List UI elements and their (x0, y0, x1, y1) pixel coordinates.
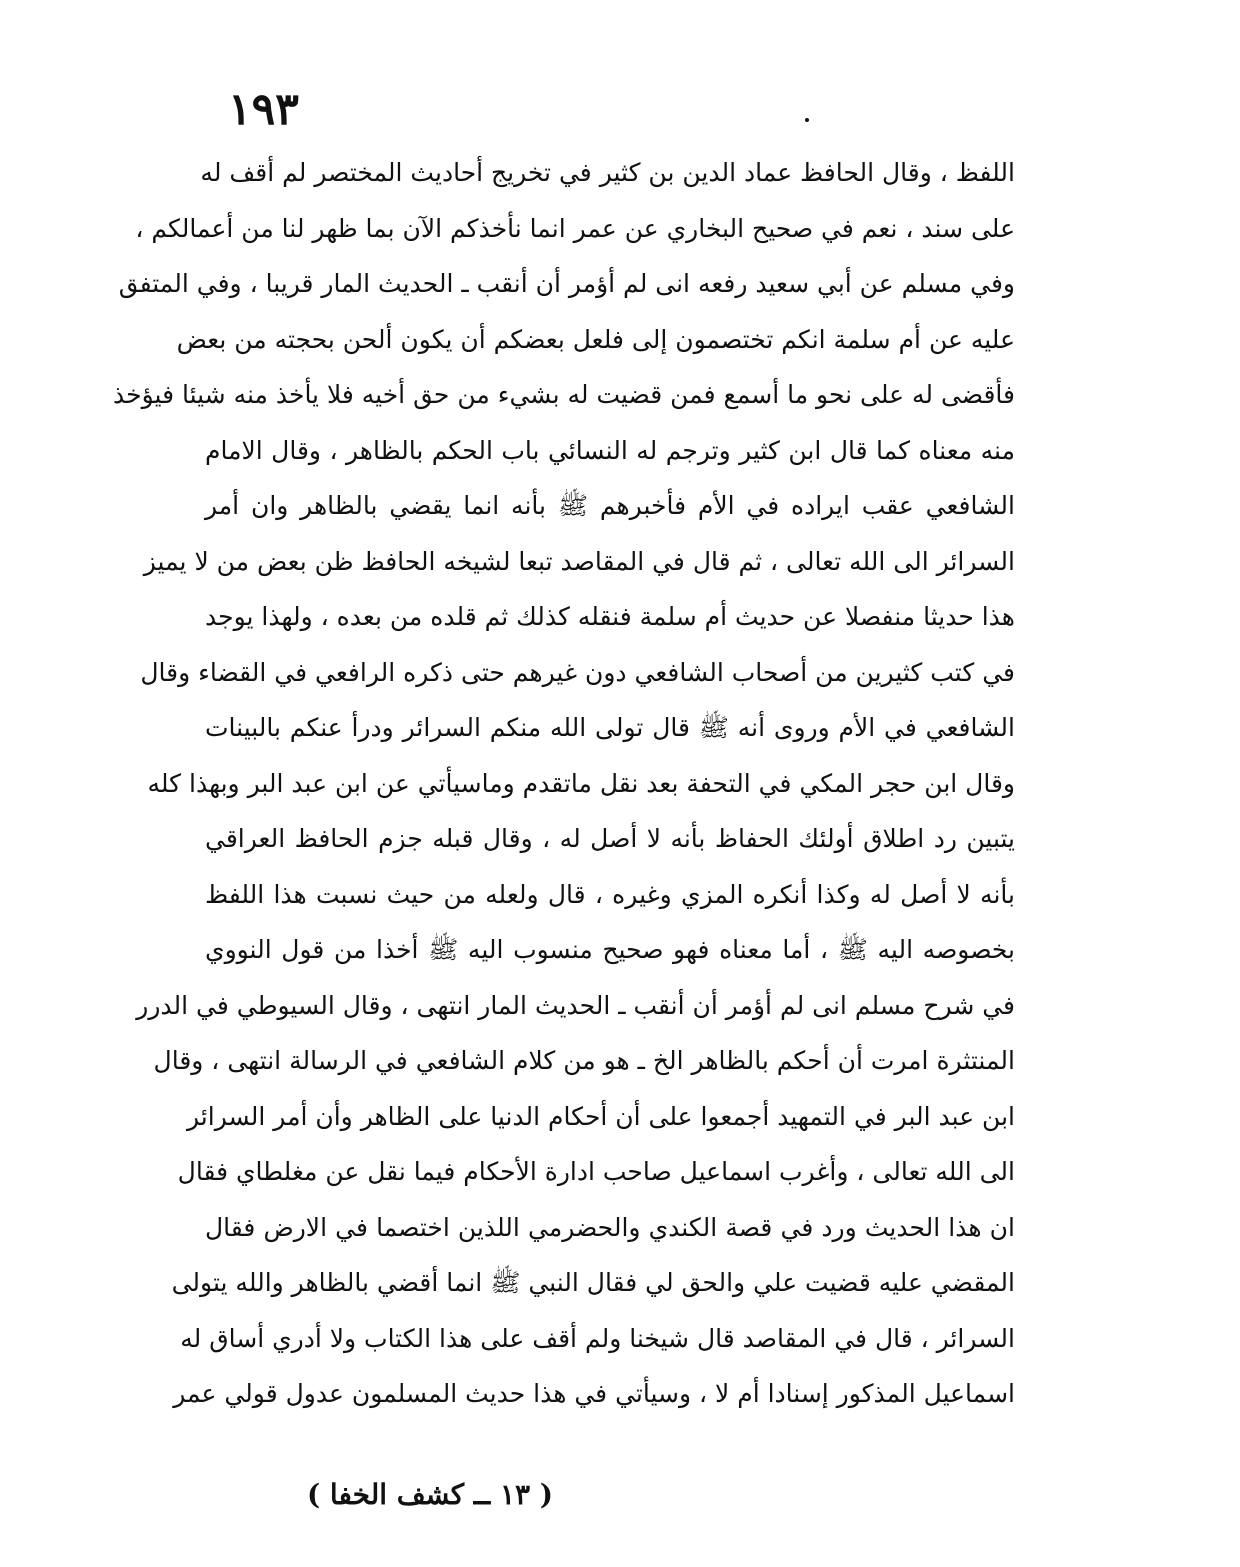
text-line: بأنه لا أصل له وكذا أنكره المزي وغيره ، قال ولعله من حيث نسبت هذا اللفظ (205, 879, 1015, 909)
text-line: هذا حديثا منفصلا عن حديث أم سلمة فنقله كذلك ثم قلده من بعده ، ولهذا يوجد (205, 602, 1015, 631)
text-line: ابن عبد البر في التمهيد أجمعوا على أن أحكام الدنيا على الظاهر وأن أمر السرائر (187, 1101, 1015, 1131)
footer-signature: ( ١٣ ــ كشف الخفا ) (306, 1478, 554, 1511)
body-text (113, 145, 1015, 1422)
text-line: السرائر ، قال في المقاصد قال شيخنا ولم أقف على هذا الكتاب ولا أدري أساق له (180, 1323, 1015, 1353)
text-line: الشافعي عقب ايراده في الأم فأخبرهم ﷺ بأنه انما يقضي بالظاهر وان أمر (205, 491, 1015, 520)
text-line: اللفظ ، وقال الحافظ عماد الدين بن كثير في تخريج أحاديث المختصر لم أقف له (200, 158, 1015, 187)
text-line: يتبين رد اطلاق أولئك الحفاظ بأنه لا أصل له ، وقال قبله جزم الحافظ العراقي (205, 824, 1015, 853)
text-line: وقال ابن حجر المكي في التحفة بعد نقل ماتقدم وماسيأتي عن ابن عبد البر وبهذا كله (147, 768, 1015, 798)
text-line: بخصوصه اليه ﷺ ، أما معناه فهو صحيح منسوب اليه ﷺ أخذا من قول النووي (205, 935, 1015, 964)
text-line: وفي مسلم عن أبي سعيد رفعه انى لم أؤمر أن أنقب ـ الحديث المار قريبا ، وفي المتفق (118, 269, 1015, 298)
stray-dot (805, 118, 809, 122)
text-line: ان هذا الحديث ورد في قصة الكندي والحضرمي اللذين اختصما في الارض فقال (205, 1212, 1015, 1242)
text-line: على سند ، نعم في صحيح البخاري عن عمر انما نأخذكم الآن بما ظهر لنا من أعمالكم ، (135, 213, 1015, 243)
text-line: اسماعيل المذكور إسنادا أم لا ، وسيأتي في هذا حديث المسلمون عدول قولي عمر (173, 1379, 1015, 1408)
text-line: المقضي عليه قضيت علي والحق لي فقال النبي ﷺ انما أقضي بالظاهر والله يتولى (171, 1268, 1015, 1297)
text-line: منه معناه كما قال ابن كثير وترجم له النسائي باب الحكم بالظاهر ، وقال الامام (205, 435, 1015, 465)
text-line: عليه عن أم سلمة انكم تختصمون إلى فلعل بعضكم أن يكون ألحن بحجته من بعض (176, 324, 1015, 354)
text-line: في شرح مسلم انى لم أؤمر أن أنقب ـ الحديث المار انتهى ، وقال السيوطي في الدرر (136, 990, 1015, 1020)
text-line: السرائر الى الله تعالى ، ثم قال في المقاصد تبعا لشيخه الحافظ ظن بعض من لا يميز (143, 546, 1015, 576)
text-line: فأقضى له على نحو ما أسمع فمن قضيت له بشيء من حق أخيه فلا يأخذ منه شيئا فيؤخذ (113, 380, 1015, 409)
text-line: المنتثرة امرت أن أحكم بالظاهر الخ ـ هو من كلام الشافعي في الرسالة انتهى ، وقال (153, 1046, 1015, 1075)
text-line: الى الله تعالى ، وأغرب اسماعيل صاحب ادارة الأحكام فيما نقل عن مغلطاي فقال (177, 1157, 1015, 1186)
page-number: ١٩٣ (228, 84, 299, 135)
text-line: في كتب كثيرين من أصحاب الشافعي دون غيرهم حتى ذكره الرافعي في القضاء وقال (140, 657, 1015, 687)
text-line: الشافعي في الأم وروى أنه ﷺ قال تولى الله منكم السرائر ودرأ عنكم بالبينات (205, 713, 1015, 742)
